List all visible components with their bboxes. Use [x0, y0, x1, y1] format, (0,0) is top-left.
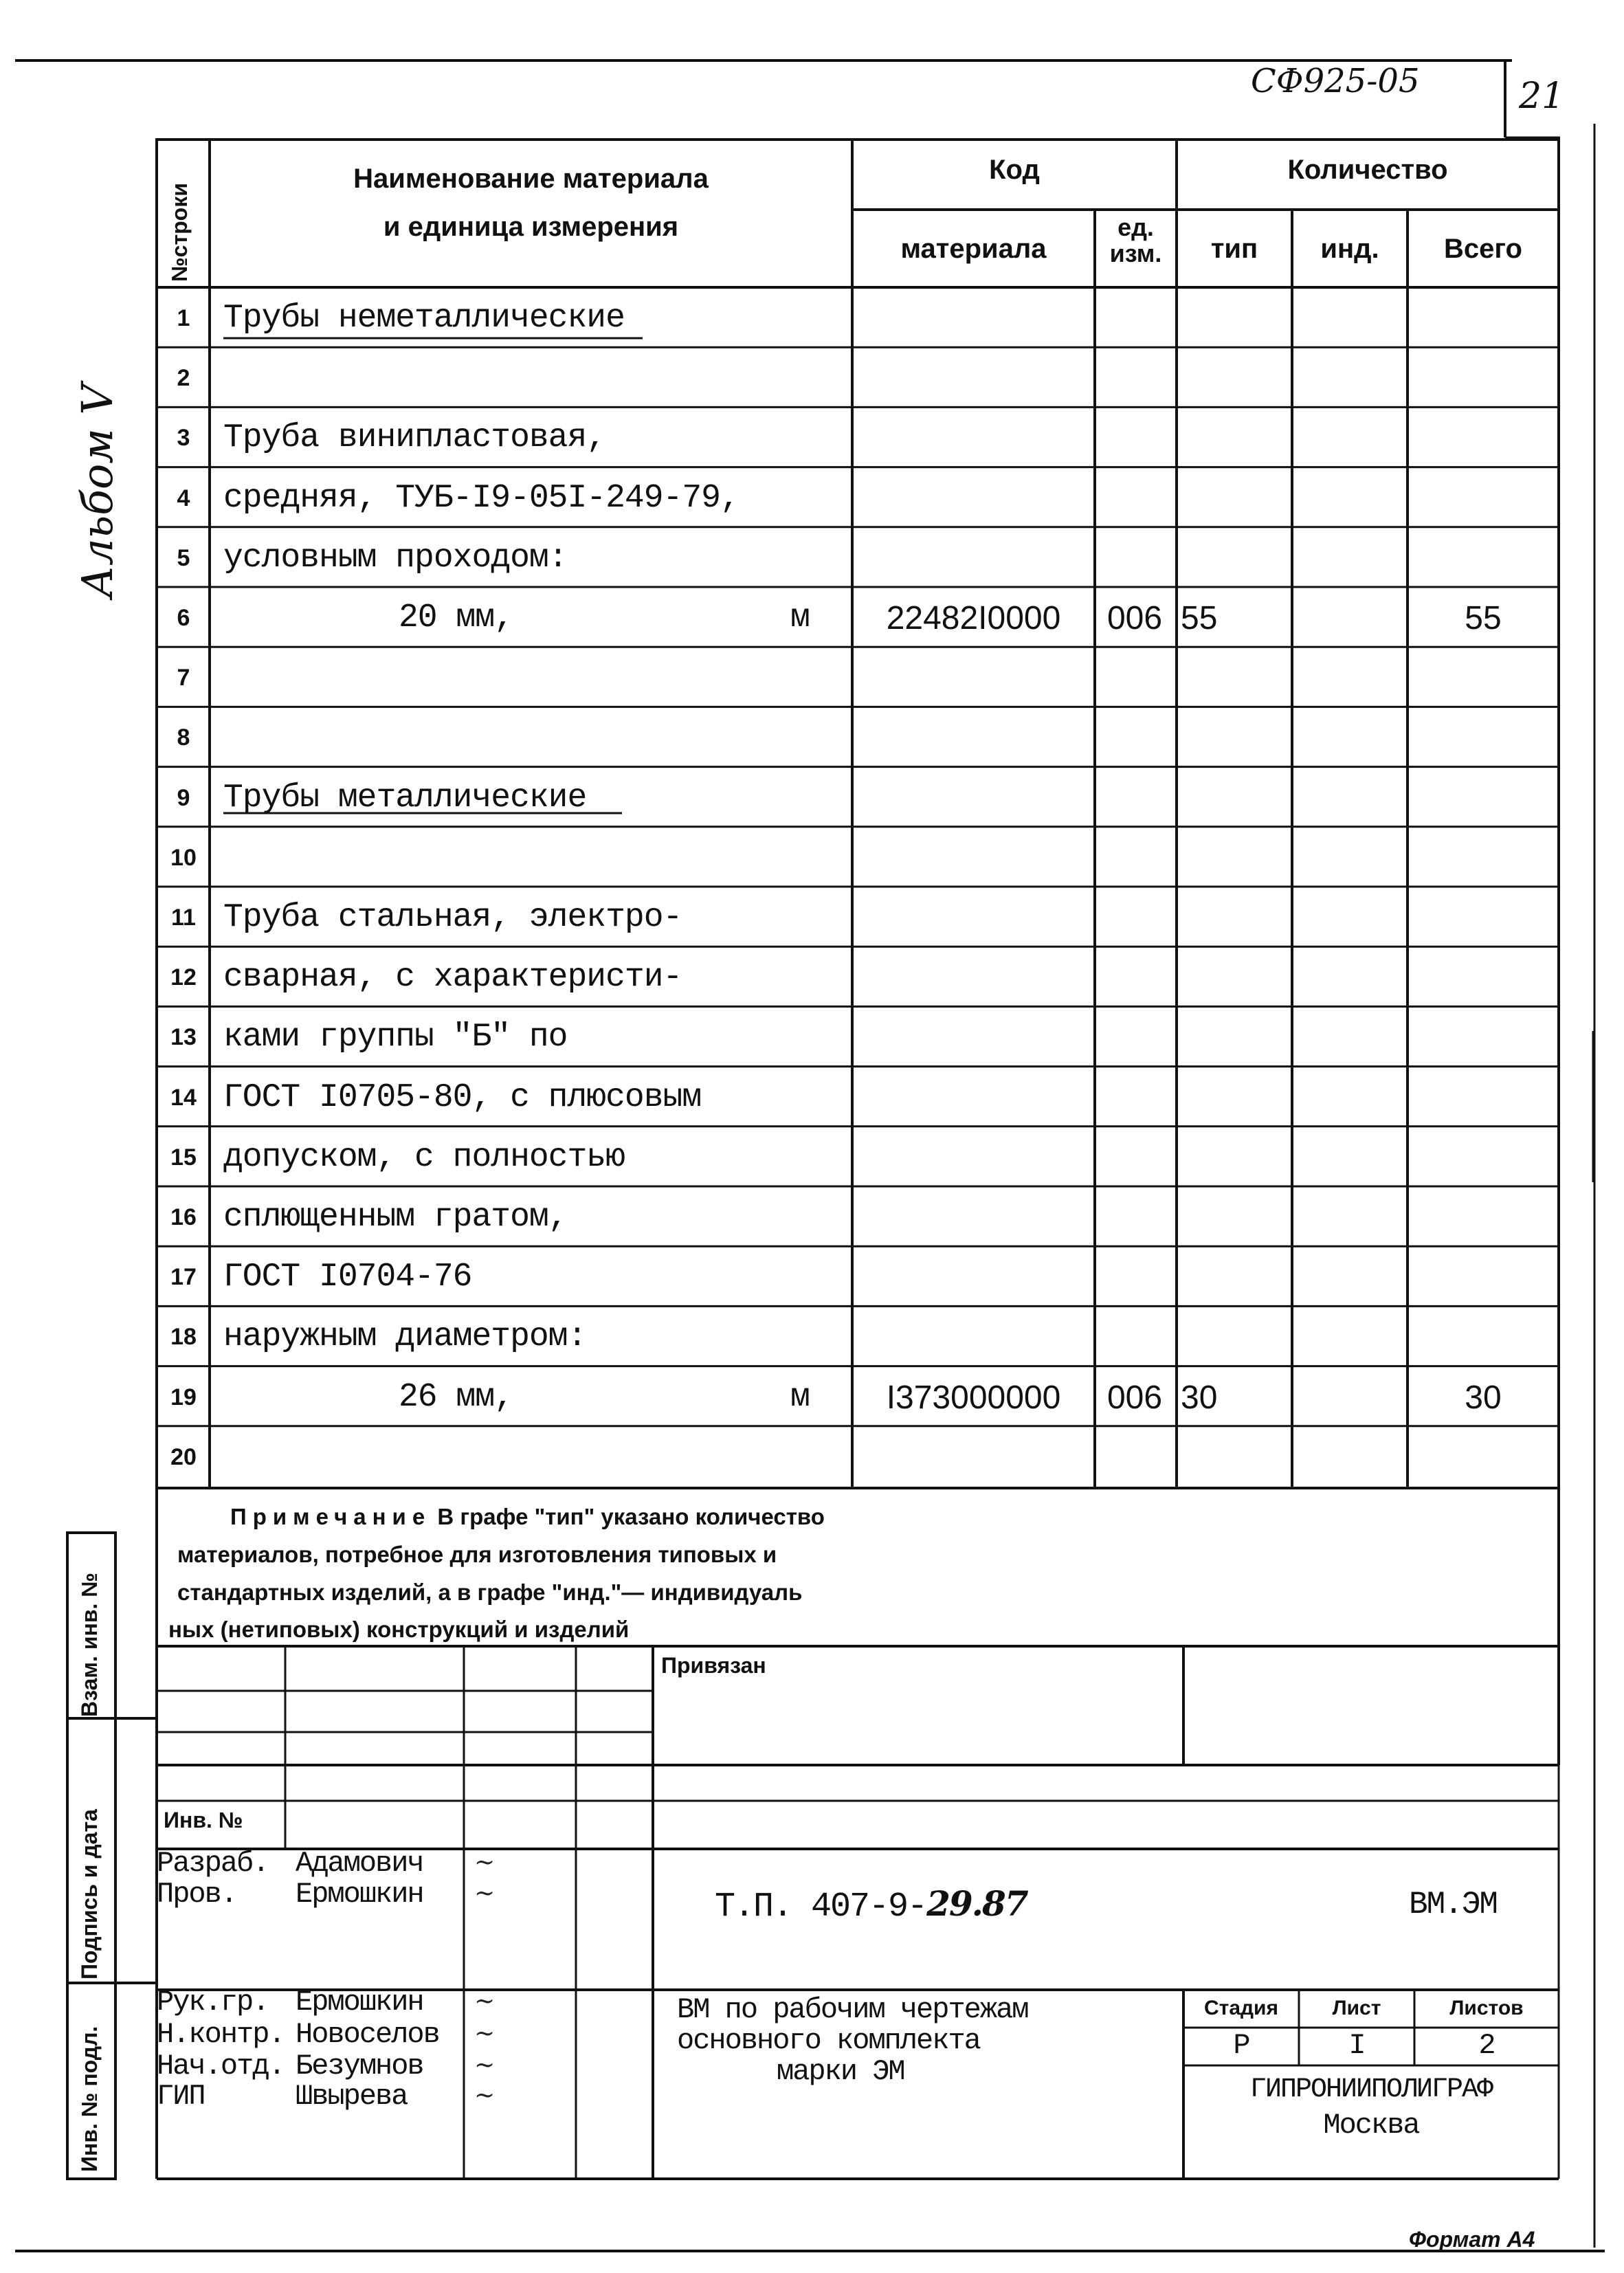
side-podpis: Подпись и дата: [77, 1809, 102, 1980]
row-name: 20 мм,: [399, 599, 513, 636]
row-name: Труба стальная, электро-: [223, 899, 682, 936]
org-line2: Москва: [1323, 2109, 1419, 2142]
staff-role: Пров.: [157, 1878, 237, 1911]
row-unit: м: [790, 1379, 810, 1416]
row-qty-total: 30: [1465, 1379, 1502, 1416]
sheet-value: I: [1348, 2029, 1365, 2062]
stage-value: Р: [1233, 2029, 1249, 2062]
col-code: Код: [989, 155, 1040, 185]
privyazan: Привязан: [661, 1653, 766, 1678]
sheets-label: Листов: [1449, 1997, 1524, 2019]
row-qty-type: 55: [1181, 600, 1218, 636]
row-qty-type: 30: [1181, 1379, 1218, 1416]
col-unit-line2: изм.: [1109, 239, 1162, 267]
row-number: 9: [177, 785, 190, 811]
row-name: ГОСТ I0705-80, с плюсовым: [223, 1079, 702, 1116]
col-unit-line1: ед.: [1117, 213, 1154, 241]
inv-no: Инв. №: [164, 1808, 243, 1832]
stage-label: Стадия: [1203, 1997, 1279, 2019]
mark: ВМ.ЭМ: [1409, 1887, 1498, 1922]
row-number: 4: [177, 485, 190, 511]
row-number: 6: [177, 605, 190, 631]
note-prefix: Примечание: [230, 1504, 432, 1529]
col-unit: [1095, 214, 1177, 267]
note-line4: ных (нетиповых) конструкций и изделий: [168, 1617, 630, 1642]
staff-name: Швырева: [296, 2080, 408, 2113]
row-name: условным проходом:: [223, 540, 568, 577]
title-line3: марки ЭМ: [777, 2055, 904, 2088]
col-ind: инд.: [1320, 234, 1379, 264]
col-total: Всего: [1444, 234, 1522, 264]
row-name: Трубы металлические: [223, 779, 587, 817]
row-name: ками группы "Б" по: [223, 1019, 568, 1056]
staff-name: Ермошкин: [296, 1986, 423, 2019]
row-uom-code: 006: [1106, 600, 1163, 636]
row-number: 10: [170, 845, 197, 871]
org-line1: ГИПРОНИИПОЛИГРАФ: [1249, 2074, 1493, 2105]
col-material: материала: [900, 234, 1047, 264]
col-row-no: №строки: [167, 183, 192, 282]
staff-name: Новоселов: [296, 2018, 439, 2051]
row-name: Трубы неметаллические: [223, 300, 625, 337]
row-name: ГОСТ I0704-76: [223, 1259, 472, 1296]
row-number: 12: [170, 964, 197, 990]
row-number: 17: [170, 1264, 197, 1290]
staff-role: ГИП: [157, 2080, 205, 2113]
row-number: 19: [170, 1384, 197, 1410]
album-label: Альбом V: [72, 384, 122, 598]
signature: ~: [474, 1987, 496, 2015]
col-qty: Количество: [1287, 155, 1448, 185]
row-number: 2: [177, 365, 190, 391]
page-number: 21: [1519, 76, 1565, 117]
row-name: наружным диаметром:: [223, 1318, 587, 1355]
row-number: 18: [170, 1324, 197, 1350]
side-vzam: Взам. инв. №: [77, 1573, 102, 1717]
row-name: 26 мм,: [399, 1379, 513, 1416]
title-line2: основного комплекта: [677, 2024, 980, 2057]
doc-number-suffix: 29.87: [926, 1883, 1027, 1924]
row-number: 1: [177, 305, 190, 331]
staff-role: Рук.гр.: [157, 1986, 269, 2019]
note-line2: материалов, потребное для изготовления типовых и: [177, 1542, 777, 1567]
note-line3: стандартных изделий, а в графе "инд."— индивидуаль: [177, 1579, 803, 1605]
doc-number: [715, 1883, 1027, 1927]
format-label: Формат А4: [1409, 2227, 1535, 2252]
row-material-code: 22482I0000: [886, 600, 1061, 636]
signature: ~: [474, 1879, 496, 1907]
row-number: 15: [170, 1144, 197, 1171]
row-number: 14: [170, 1085, 197, 1111]
title-line1: ВМ по рабочим чертежам: [677, 1993, 1028, 2026]
row-name: средняя, ТУБ-I9-05I-249-79,: [223, 480, 739, 517]
row-uom-code: 006: [1106, 1379, 1163, 1416]
col-type: тип: [1210, 234, 1258, 264]
doc-number-prefix: Т.П. 407-9-: [715, 1887, 927, 1927]
row-number: 13: [170, 1024, 197, 1050]
signature: ~: [474, 2081, 496, 2109]
sheets-value: 2: [1478, 2029, 1495, 2062]
row-name: сварная, с характеристи-: [223, 959, 682, 996]
staff-name: Безумнов: [296, 2050, 423, 2083]
staff-role: Разраб.: [157, 1847, 269, 1880]
row-number: 20: [170, 1444, 197, 1470]
row-number: 11: [171, 905, 196, 931]
staff-name: Адамович: [296, 1847, 423, 1880]
row-name: сплющенным гратом,: [223, 1199, 568, 1236]
col-name-line2: и единица измерения: [383, 212, 679, 242]
col-name-line1: Наименование материала: [353, 164, 709, 194]
note-line1-rest: В графе "тип" указано количество: [437, 1504, 825, 1529]
doc-code: СФ925-05: [1251, 62, 1420, 100]
row-number: 16: [170, 1204, 197, 1230]
signature: ~: [474, 2019, 496, 2048]
row-material-code: I373000000: [886, 1379, 1061, 1416]
signature: ~: [474, 1848, 496, 1876]
row-unit: м: [790, 599, 810, 636]
row-number: 7: [177, 665, 190, 691]
row-number: 3: [177, 425, 190, 451]
row-number: 5: [177, 545, 190, 571]
note-line1: [230, 1504, 825, 1530]
staff-name: Ермошкин: [296, 1878, 423, 1911]
row-name: Труба винипластовая,: [223, 419, 606, 456]
row-number: 8: [177, 724, 190, 751]
row-qty-total: 55: [1465, 600, 1502, 636]
sheet-label: Лист: [1332, 1997, 1381, 2019]
signature: ~: [474, 2051, 496, 2079]
staff-role: Нач.отд.: [157, 2050, 285, 2083]
staff-role: Н.контр.: [157, 2018, 285, 2051]
row-name: допуском, с полностью: [223, 1139, 625, 1176]
side-inv-podl: Инв. № подл.: [77, 2026, 102, 2172]
